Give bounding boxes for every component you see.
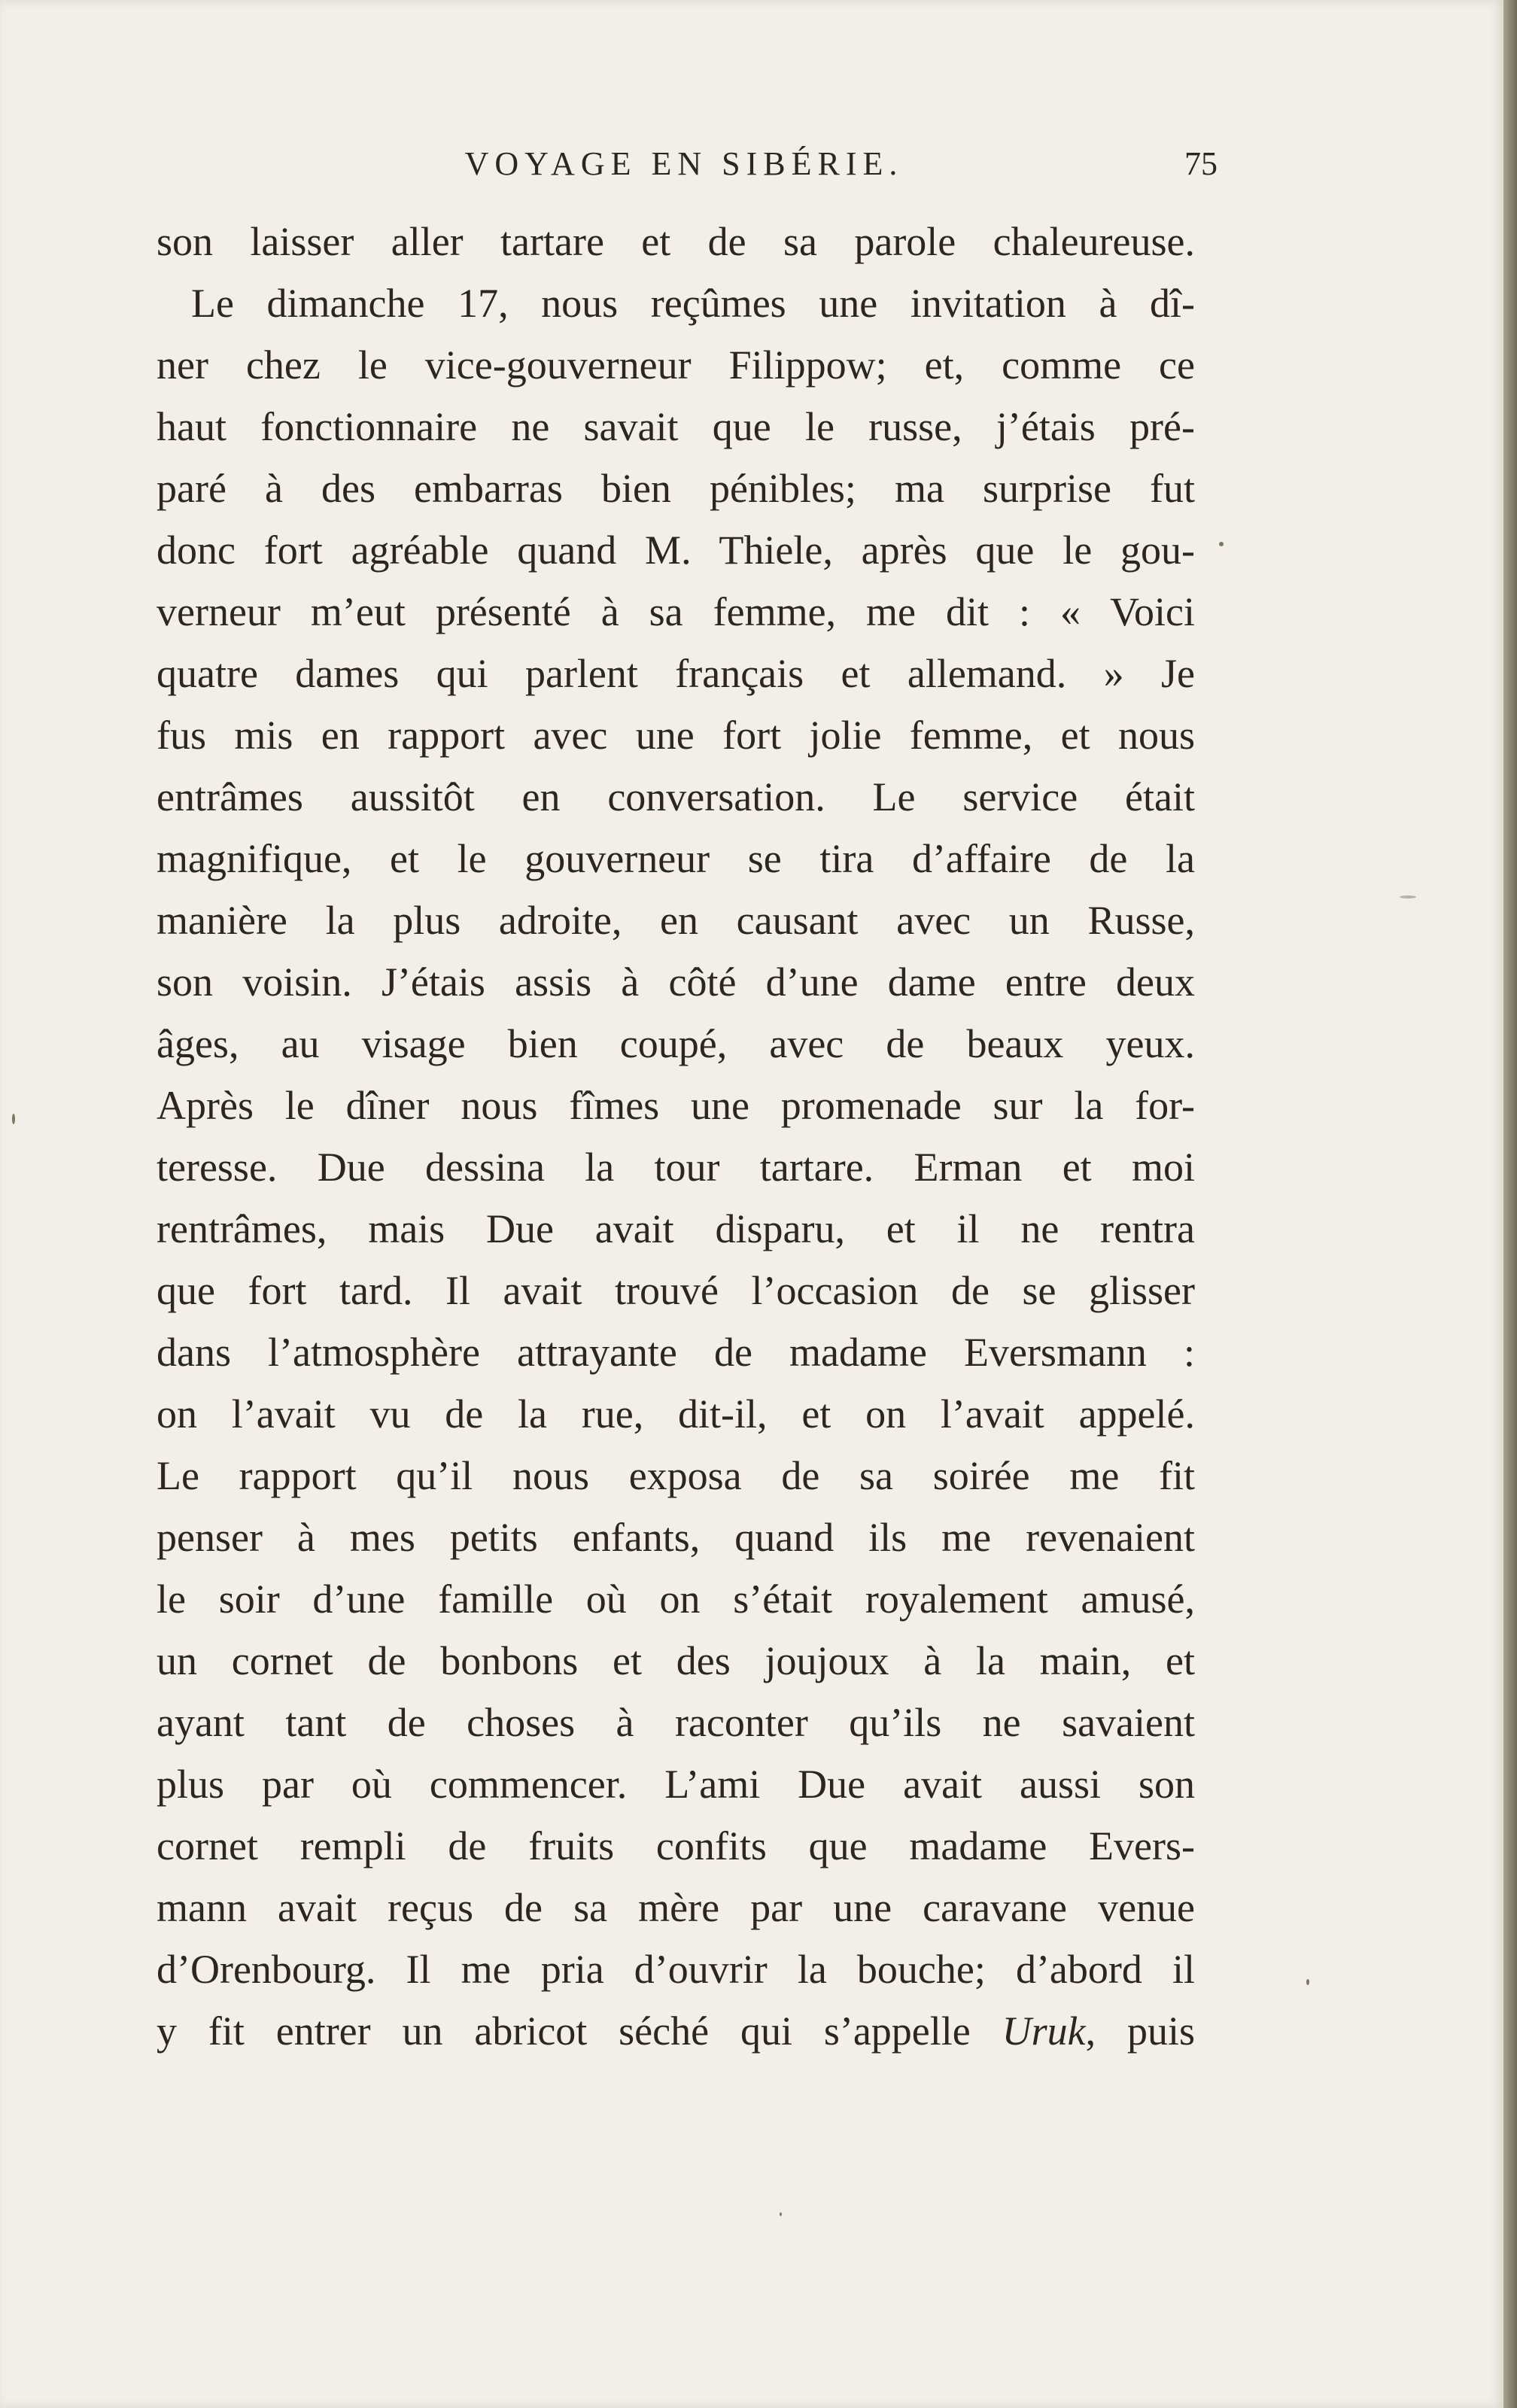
text-line: donc fort agréable quand M. Thiele, après que le gou- [157, 528, 1195, 573]
text-line: plus par où commencer. L’ami Due avait aussi son [157, 1762, 1195, 1807]
italic-term: Uruk [1002, 2008, 1086, 2054]
running-title: VOYAGE EN SIBÉRIE. [464, 145, 904, 182]
paper-speck [1306, 1979, 1309, 1985]
line-segment: y fit entrer un abricot séché qui s’appelle [157, 2008, 1002, 2054]
text-line: teresse. Due dessina la tour tartare. Erman et moi [157, 1145, 1195, 1190]
text-line: quatre dames qui parlent français et allemand. » Je [157, 651, 1195, 696]
text-line: rentrâmes, mais Due avait disparu, et il ne rentra [157, 1206, 1195, 1251]
text-line: verneur m’eut présenté à sa femme, me dit : « Voici [157, 589, 1195, 634]
text-line: fus mis en rapport avec une fort jolie femme, et nous [157, 713, 1195, 758]
text-line: haut fonctionnaire ne savait que le russe, j’étais pré- [157, 404, 1195, 449]
body-text [157, 211, 1195, 2062]
page-number: 75 [1184, 145, 1218, 182]
text-line: paré à des embarras bien pénibles; ma surprise fut [157, 466, 1195, 511]
text-line: Après le dîner nous fîmes une promenade sur la for- [157, 1083, 1195, 1128]
text-line-last [157, 2000, 1195, 2062]
page-header [150, 141, 1218, 187]
text-line: on l’avait vu de la rue, dit-il, et on l’avait appelé. [157, 1391, 1195, 1437]
line-segment: , puis [1085, 2008, 1195, 2054]
text-line: ayant tant de choses à raconter qu’ils ne savaient [157, 1700, 1195, 1745]
text-line: son voisin. J’étais assis à côté d’une dame entre deux [157, 959, 1195, 1005]
text-line: un cornet de bonbons et des joujoux à la main, et [157, 1638, 1195, 1683]
paper-speck [12, 1114, 15, 1124]
paper-speck [1400, 895, 1416, 898]
paper-speck [1219, 542, 1224, 546]
text-line: dans l’atmosphère attrayante de madame Eversmann : [157, 1330, 1195, 1375]
text-line: Le dimanche 17, nous reçûmes une invitation à dî- [191, 281, 1195, 326]
text-line: ner chez le vice-gouverneur Filippow; et, comme ce [157, 342, 1195, 388]
text-line: son laisser aller tartare et de sa parole chaleureuse. [157, 219, 1195, 264]
text-line: âges, au visage bien coupé, avec de beaux yeux. [157, 1021, 1195, 1066]
paper-speck [780, 2212, 782, 2216]
text-line: mann avait reçus de sa mère par une caravane venue [157, 1885, 1195, 1930]
text-line: le soir d’une famille où on s’était royalement amusé, [157, 1576, 1195, 1622]
text-line: que fort tard. Il avait trouvé l’occasion de se glisser [157, 1268, 1195, 1313]
text-line: d’Orenbourg. Il me pria d’ouvrir la bouche; d’abord il [157, 1947, 1195, 1992]
text-line: manière la plus adroite, en causant avec un Russe, [157, 898, 1195, 943]
text-line: entrâmes aussitôt en conversation. Le service était [157, 774, 1195, 819]
text-line: Le rapport qu’il nous exposa de sa soirée me fit [157, 1453, 1195, 1498]
text-line: penser à mes petits enfants, quand ils me revenaient [157, 1515, 1195, 1560]
page-edge [1503, 0, 1517, 2408]
text-line: magnifique, et le gouverneur se tira d’affaire de la [157, 836, 1195, 881]
text-line: cornet rempli de fruits confits que madame Evers- [157, 1823, 1195, 1868]
